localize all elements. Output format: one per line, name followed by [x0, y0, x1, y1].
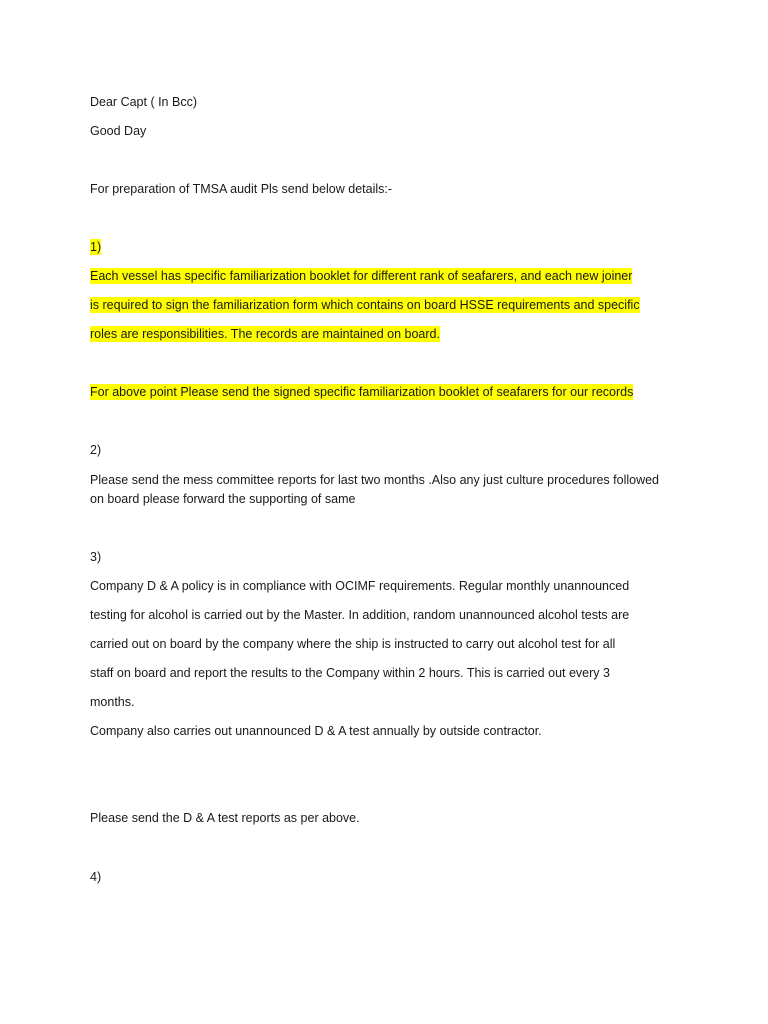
item-2-line: on board please forward the supporting of same — [90, 492, 356, 506]
item-1-line: is required to sign the familiarization form which contains on board HSSE requirements and specific — [90, 298, 640, 312]
item-1-line: Each vessel has specific familiarization booklet for different rank of seafarers, and each new joiner — [90, 269, 633, 283]
item-3-line: carried out on board by the company where the ship is instructed to carry out alcohol test for all — [90, 637, 616, 651]
item-3-line: Company also carries out unannounced D & A test annually by outside contractor. — [90, 724, 542, 738]
item-1-line: roles are responsibilities. The records are maintained on board. — [90, 327, 440, 341]
item-4-number: 4) — [90, 870, 102, 884]
item-3-line: months. — [90, 695, 135, 709]
item-3-request: Please send the D & A test reports as per above. — [90, 811, 360, 825]
salutation: Dear Capt ( In Bcc) — [90, 95, 197, 109]
item-2-number: 2) — [90, 443, 102, 457]
item-2-line: Please send the mess committee reports for last two months .Also any just culture procedures followed — [90, 473, 660, 487]
intro-text: For preparation of TMSA audit Pls send below details:- — [90, 182, 393, 196]
item-1-request: For above point Please send the signed specific familiarization booklet of seafarers for our records — [90, 385, 634, 399]
item-3-number: 3) — [90, 550, 102, 564]
item-3-line: Company D & A policy is in compliance with OCIMF requirements. Regular monthly unannounced — [90, 579, 630, 593]
item-3-line: testing for alcohol is carried out by the Master. In addition, random unannounced alcohol tests are — [90, 608, 630, 622]
item-1-number: 1) — [90, 240, 102, 254]
item-3-line: staff on board and report the results to the Company within 2 hours. This is carried out every 3 — [90, 666, 610, 680]
greeting: Good Day — [90, 124, 147, 138]
